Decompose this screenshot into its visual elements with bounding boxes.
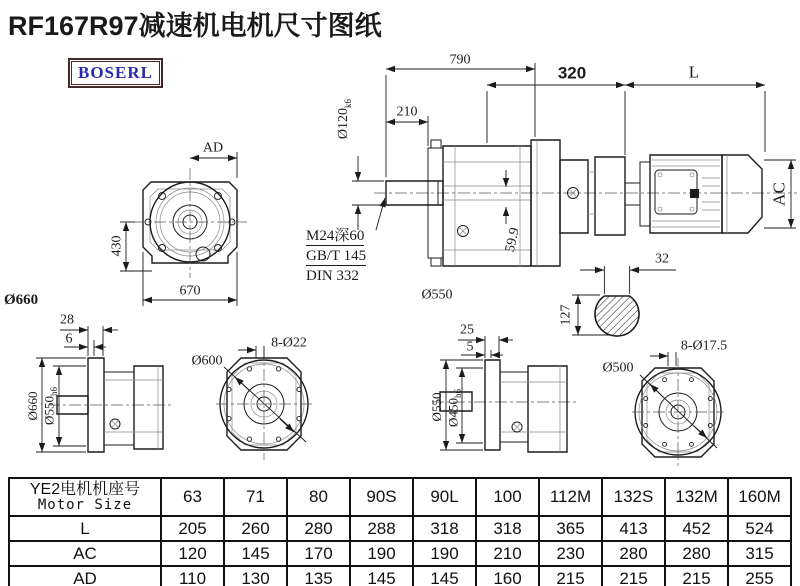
table-cell: 260 (224, 516, 287, 541)
table-cell: 135 (287, 566, 350, 586)
dim-550h6-label: $Ø550_{h6}$ (41, 387, 59, 425)
dim-key-width-label: 32 (655, 251, 669, 267)
dim-6-label: 6 (65, 331, 73, 347)
dim-25-label: 25 (460, 322, 474, 338)
table-row-label: AC (9, 541, 161, 566)
table-col-header: 71 (224, 478, 287, 516)
dim-ad-label: AD (202, 140, 224, 156)
dim-motor-length-label: L (688, 62, 700, 82)
table-cell: 120 (161, 541, 224, 566)
table-col-header: 112M (539, 478, 602, 516)
table-cell: 130 (224, 566, 287, 586)
motor-size-table (8, 477, 792, 586)
standard-din-label: DIN 332 (306, 268, 359, 284)
dim-210-label: 210 (396, 104, 418, 120)
table-cell: 190 (413, 541, 476, 566)
standard-gb-label: GB/T 145 (306, 248, 367, 264)
table-row (9, 566, 791, 586)
table-cell: 365 (539, 516, 602, 541)
shaft-key-section (572, 266, 676, 336)
table-cell: 280 (602, 541, 665, 566)
table-cell: 318 (476, 516, 539, 541)
table-col-header: 100 (476, 478, 539, 516)
table-col-header: 132M (665, 478, 728, 516)
gearmotor-side-view (352, 63, 797, 266)
table-header-row (9, 478, 791, 516)
table-cell: 255 (728, 566, 791, 586)
dim-5-label: 5 (466, 339, 474, 355)
table-cell: 170 (287, 541, 350, 566)
dim-670-label: 670 (179, 283, 201, 299)
dim-450h6-label: $Ø450_{h6}$ (445, 389, 463, 427)
table-cell: 145 (224, 541, 287, 566)
table-col-header: 80 (287, 478, 350, 516)
table-header-cn: YE2电机机座号 (29, 480, 141, 498)
dim-599-label: 59.9 (502, 226, 523, 254)
table-cell: 280 (665, 541, 728, 566)
dim-ac-label: AC (769, 182, 789, 206)
table-col-header: 90S (350, 478, 413, 516)
gear-flange-dia-label: Ø550 (421, 287, 453, 303)
table-row (9, 541, 791, 566)
table-row (9, 516, 791, 541)
thread-note-label: M24深60 (306, 228, 365, 244)
table-cell: 280 (287, 516, 350, 541)
table-cell: 230 (539, 541, 602, 566)
flange-view-500 (632, 352, 724, 466)
brand-logo-text: BOSERL (71, 61, 160, 85)
flange-view-600 (216, 346, 312, 460)
table-col-header: 90L (413, 478, 476, 516)
table-cell: 145 (413, 566, 476, 586)
table-cell: 215 (539, 566, 602, 586)
dim-430-label: 430 (109, 235, 125, 257)
left-view-dia-label: Ø660 (4, 292, 39, 308)
table-cell: 110 (161, 566, 224, 586)
table-col-header: 132S (602, 478, 665, 516)
table-cell: 524 (728, 516, 791, 541)
dim-28-label: 28 (60, 312, 74, 328)
flange1-bc-label: Ø600 (191, 353, 223, 369)
table-row-label: AD (9, 566, 161, 586)
table-row-label: L (9, 516, 161, 541)
table-cell: 215 (602, 566, 665, 586)
table-cell: 215 (665, 566, 728, 586)
table-cell: 190 (350, 541, 413, 566)
table-cell: 288 (350, 516, 413, 541)
table-cell: 413 (602, 516, 665, 541)
table-cell: 205 (161, 516, 224, 541)
flange2-bc-label: Ø500 (602, 360, 634, 376)
table-cell: 315 (728, 541, 791, 566)
dim-320-label: 320 (557, 63, 587, 83)
table-cell: 318 (413, 516, 476, 541)
flange2-bolts-label: 8-Ø17.5 (680, 338, 728, 354)
dim-127-label: 127 (558, 304, 574, 326)
dim-mid-550-label: Ø550 (428, 392, 444, 422)
dim-660-label: Ø660 (24, 391, 40, 421)
table-col-header: 63 (161, 478, 224, 516)
table-cell: 160 (476, 566, 539, 586)
table-col-header: 160M (728, 478, 791, 516)
dim-shaft-diameter-label: $Ø120_{k6}$ (336, 98, 353, 140)
table-header-en: Motor Size (37, 497, 133, 514)
table-cell: 452 (665, 516, 728, 541)
page-title: RF167R97减速机电机尺寸图纸 (8, 11, 382, 41)
flange1-bolts-label: 8-Ø22 (271, 335, 307, 351)
table-cell: 210 (476, 541, 539, 566)
dim-790-label: 790 (449, 52, 471, 68)
table-stub-header (9, 478, 161, 516)
table-cell: 145 (350, 566, 413, 586)
